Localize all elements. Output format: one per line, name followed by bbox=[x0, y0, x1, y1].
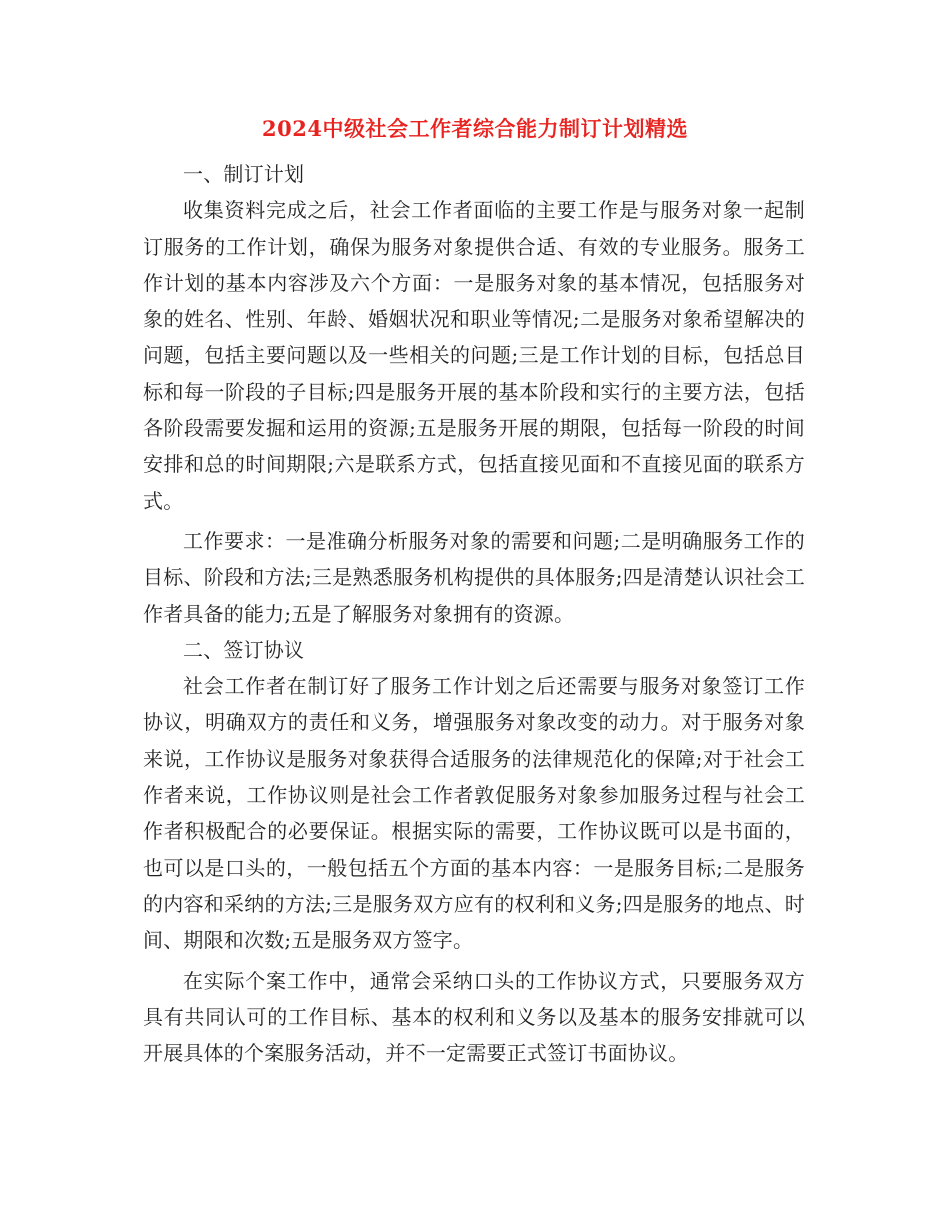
paragraph-work-requirements: 工作要求：一是准确分析服务对象的需要和问题;二是明确服务工作的目标、阶段和方法;三是熟悉服务机构提供的具体服务;四是清楚认识社会工作者具备的能力;五是了解服务对象拥有的资源。 bbox=[143, 528, 805, 626]
section-heading-1: 一、制订计划 bbox=[183, 162, 305, 186]
paragraph-plan-content: 收集资料完成之后，社会工作者面临的主要工作是与服务对象一起制订服务的工作计划，确保为服务对象提供合适、有效的专业服务。服务工作计划的基本内容涉及六个方面：一是服务对象的基本情况，包括服务对象的姓名、性别、年龄、婚姻状况和职业等情况;二是服务对象希望解决的问题，包括主要问题以及一些相关的问题;三是工作计划的目标，包括总目标和每一阶段的子目标;四是服务开展的基本阶段和实行的主要方法，包括各阶段需要发掘和运用的资源;五是服务开展的期限，包括每一阶段的时间安排和总的时间期限;六是联系方式，包括直接见面和不直接见面的联系方式。 bbox=[143, 198, 805, 513]
paragraph-verbal-agreement: 在实际个案工作中，通常会采纳口头的工作协议方式，只要服务双方具有共同认可的工作目标、基本的权利和义务以及基本的服务安排就可以开展具体的个案服务活动，并不一定需要正式签订书面协议。 bbox=[143, 968, 805, 1066]
section-heading-2: 二、签订协议 bbox=[183, 637, 305, 662]
document-body bbox=[143, 156, 805, 1071]
document-title: 2024中级社会工作者综合能力制订计划精选 bbox=[262, 116, 688, 141]
paragraph-agreement-content: 社会工作者在制订好了服务工作计划之后还需要与服务对象签订工作协议，明确双方的责任和义务，增强服务对象改变的动力。对于服务对象来说，工作协议是服务对象获得合适服务的法律规范化的保障;对于社会工作者来说，工作协议则是社会工作者敦促服务对象参加服务过程与社会工作者积极配合的必要保证。根据实际的需要，工作协议既可以是书面的，也可以是口头的，一般包括五个方面的基本内容：一是服务目标;二是服务的内容和采纳的方法;三是服务双方应有的权利和义务;四是服务的地点、时间、期限和次数;五是服务双方签字。 bbox=[143, 674, 805, 953]
